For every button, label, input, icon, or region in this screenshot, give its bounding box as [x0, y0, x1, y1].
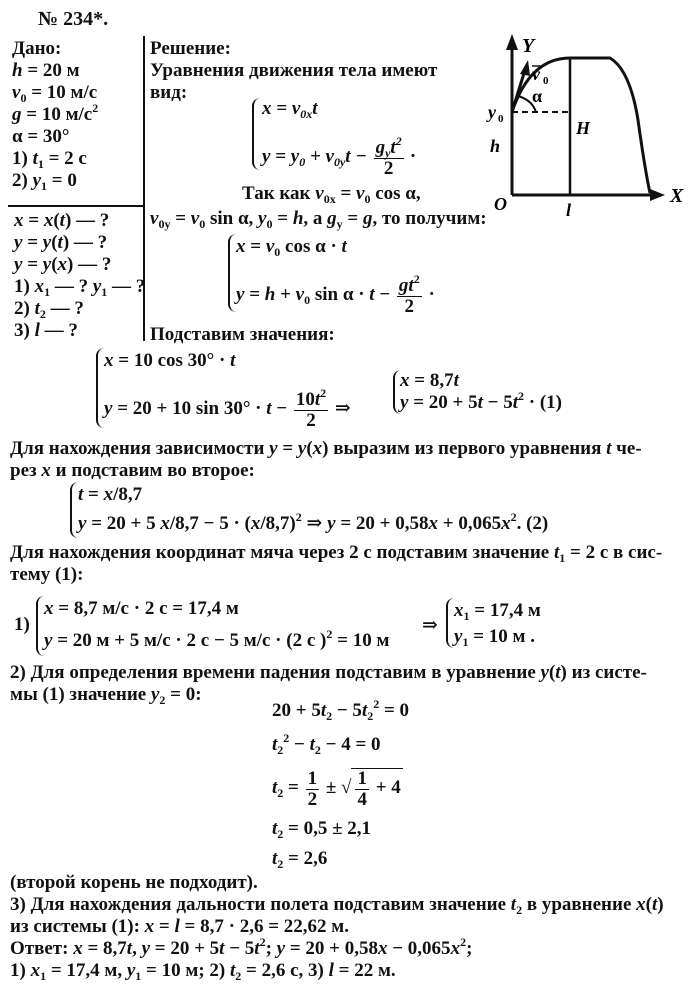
sys3-eq2: y = 20 + 10 sin 30° · t − $\frac{10t^2}{2}$ ⇒ [104, 386, 351, 431]
sys4-eq1: t = x/8,7 [78, 484, 143, 505]
brace [96, 348, 104, 428]
given-h: h = 20 м [12, 60, 80, 81]
brace [252, 98, 260, 170]
sys1-eq2: $y = y_0 + v_{0y}t$ − $\frac{g_yt^2}{2}$ · [262, 134, 416, 179]
brace [446, 598, 454, 648]
given-v0: $v_0 = 10$ м/с [12, 82, 98, 105]
axis-x-label: X [670, 185, 684, 207]
svg-text:0: 0 [498, 113, 504, 125]
quad-eq2: $t_2^2 - t_2 - 4 = 0$ [272, 731, 381, 757]
svg-text:0: 0 [543, 75, 549, 87]
para-fall-line2: мы (1) значение $y_2 = 0$: [10, 684, 202, 707]
substitute-label: Подставим значения: [150, 324, 335, 345]
solution-intro: Уравнения движения тела имеют [150, 60, 438, 81]
sys1-eq1: $x = v_{0x}t$ [262, 98, 318, 121]
sys2-eq2: $y = h + v_0$ sin α · t − $\frac{gt^2}{2}$ · [236, 272, 435, 317]
part1-label: 1) [14, 614, 30, 635]
brace [70, 482, 78, 538]
brace [228, 234, 236, 312]
y0-label: y [488, 102, 496, 122]
since-line-2: $v_{0y} = v_0$ sin α, $y_0 = h$, а $g_y = g$, то получим: [150, 208, 487, 231]
since-line-1: Так как $v_{0x} = v_0$ cos α, [242, 183, 421, 206]
sys3-eq1: x = 10 cos 30° · t [104, 350, 236, 371]
implies-arrow: ⇒ [422, 615, 438, 636]
find-l: 3) l — ? [14, 320, 78, 341]
origin-label: O [494, 194, 507, 214]
sys5-eq2: y = 20 м + 5 м/с · 2 с − 5 м/с · (2 с )$^2$ = 10 м [44, 627, 390, 651]
given-title: Дано: [12, 38, 62, 59]
quad-eq1: $20 + 5t_2 - 5t_2^2 = 0$ [272, 697, 410, 723]
sys5-result-x1: $x_1 = 17,4$ м [454, 600, 541, 623]
quad-eq5: $t_2 = 2,6$ [272, 848, 328, 871]
given-t1: 1) $t_1 = 2$ с [12, 148, 87, 171]
sys5-eq1: x = 8,7 м/с · 2 с = 17,4 м [44, 598, 239, 619]
para-yx-line1: Для нахождения зависимости y = y(x) выразим из первого уравнения t че- [10, 438, 642, 459]
given-y1: 2) $y_1 = 0$ [12, 170, 77, 193]
quad-eq4: $t_2 = 0,5 \pm 2,1$ [272, 818, 372, 841]
axis-y-label: Y [522, 35, 535, 57]
second-root-note: (второй корень не подходит). [10, 872, 258, 893]
find-x-t: x = x(t) — ? [14, 210, 110, 231]
angle-label: α [532, 86, 543, 106]
given-g: g = 10 $м/с^2$ [12, 101, 99, 125]
solution-title: Решение: [150, 38, 231, 59]
velocity-label: v [532, 64, 540, 84]
find-x1-y1: 1) $x_1$ — ? $y_1$ — ? [14, 276, 146, 299]
sys3-right-eq2: $y = 20 + 5t - 5t^2 \cdot (1)$ [400, 389, 562, 413]
para-fall-line1: 2) Для определения времени падения подставим в уравнение y(t) из систе- [10, 662, 647, 683]
answer-line2: 1) $x_1 = 17,4$ м, $y_1 = 10$ м; 2) $t_2 = 2,6$ с, 3) l = 22 м. [10, 960, 396, 983]
trajectory-diagram [470, 30, 700, 220]
h-label: h [490, 136, 501, 156]
sys4-eq2: y = 20 + 5 $x/8,7 - 5 \cdot (x/8,7)^2$ ⇒ $y = 20 + 0,58x + 0,065x^2$. (2) [78, 510, 549, 534]
find-y-x: y = y(x) — ? [14, 254, 112, 275]
quad-eq3: $t_2$ = $\frac{1}{2}$ ± √ $\frac{1}{4}$ + 4 [272, 768, 401, 810]
sys2-eq1: $x = v_0$ cos α · t [236, 236, 347, 259]
problem-number: № 234*. [38, 8, 109, 30]
para-range-line1: 3) Для нахождения дальности полета подставим значение $t_2$ в уравнение x(t) [10, 894, 664, 917]
find-t2: 2) $t_2$ — ? [14, 298, 84, 321]
table-hline [8, 205, 145, 207]
solution-intro-2: вид: [150, 82, 188, 103]
H-label: H [576, 118, 591, 138]
find-y-t: y = y(t) — ? [14, 232, 108, 253]
para-coords-line1: Для нахождения координат мяча через 2 с подставим значение $t_1 = 2$ с в сис- [10, 542, 663, 565]
l-label: l [566, 200, 572, 220]
para-yx-line2: рез x и подставим во второе: [10, 460, 255, 481]
brace [36, 596, 44, 656]
sys5-result-y1: $y_1 = 10$ м . [454, 626, 535, 649]
answer-line1: Ответ: x = 8,7t, $y = 20 + 5t - 5t^2$; $y = 20 + 0,58x - 0,065x^2$; [10, 935, 473, 959]
para-range-line2: из системы (1): x = l = 8,7 · 2,6 = 22,62 м. [10, 916, 349, 937]
sys3-right-eq1: x = 8,7t [400, 370, 459, 391]
given-alpha: α = 30° [12, 126, 70, 147]
para-coords-line2: тему (1): [10, 564, 84, 585]
